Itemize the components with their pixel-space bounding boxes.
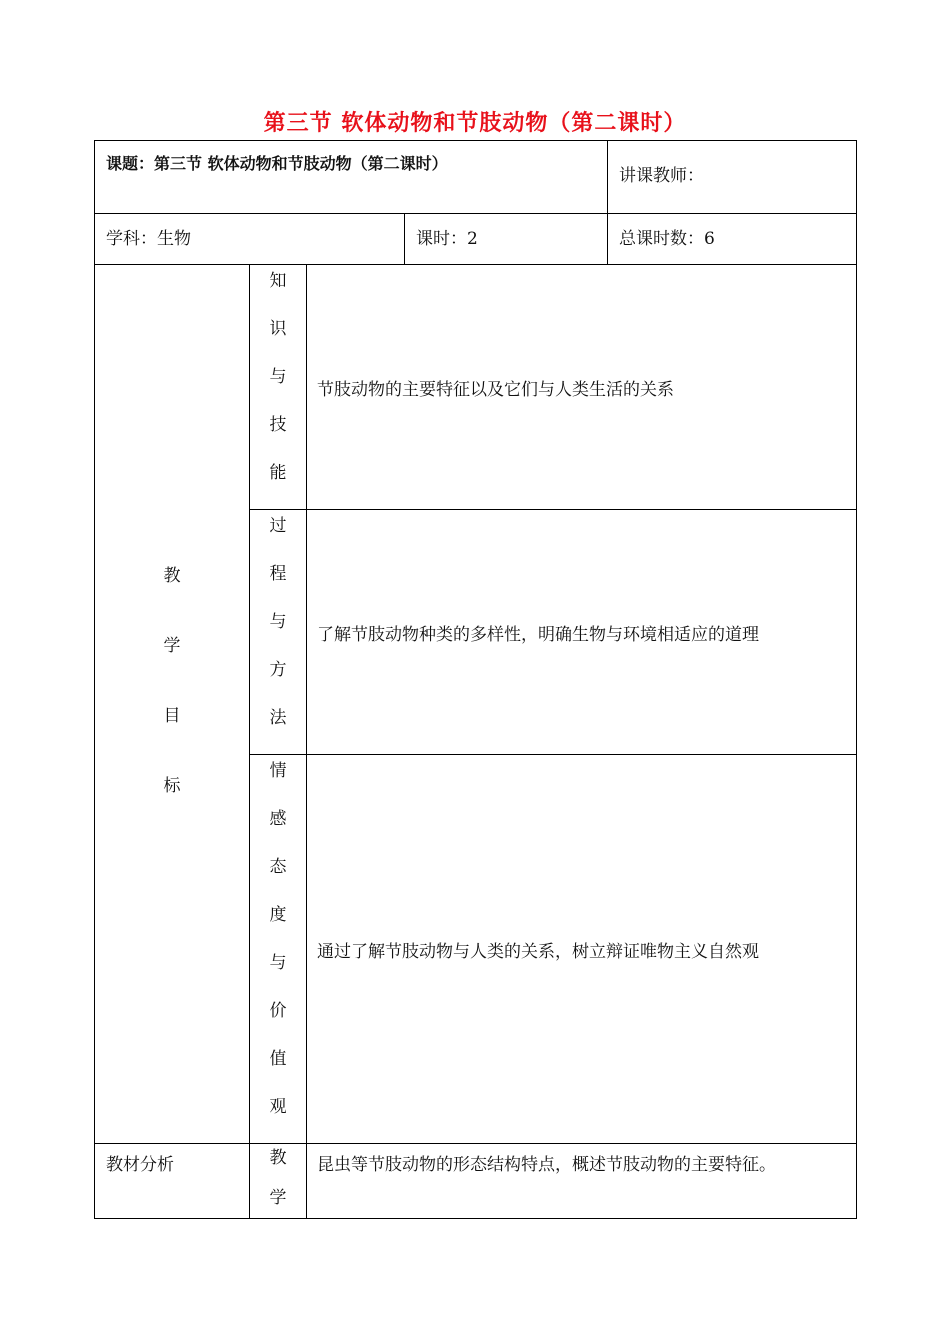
material-sub-label-cell [250, 1144, 307, 1219]
page-title: 第三节 软体动物和节肢动物（第二课时） [263, 111, 687, 136]
knowledge-goal-row [95, 265, 857, 510]
subject-label: 学科：生物 [106, 229, 191, 249]
vertical-char: 教 [163, 566, 181, 586]
teacher-cell [608, 141, 857, 214]
vertical-char: 感 [269, 809, 287, 829]
material-analysis-text: 昆虫等节肢动物的形态结构特点，概述节肢动物的主要特征。 [317, 1155, 776, 1175]
teaching-goals-heading [95, 265, 250, 1144]
knowledge-goal-cell [307, 265, 857, 510]
vertical-char: 法 [269, 708, 287, 728]
vertical-char: 学 [269, 1188, 287, 1208]
process-goal-text: 了解节肢动物种类的多样性，明确生物与环境相适应的道理 [317, 624, 759, 645]
total-periods-cell [608, 214, 857, 265]
vertical-char: 教 [269, 1148, 287, 1168]
total-periods-label: 总课时数：6 [619, 229, 715, 249]
material-analysis-row [95, 1144, 857, 1219]
period-cell [405, 214, 608, 265]
emotion-label-cell [250, 755, 307, 1144]
emotion-goal-text: 通过了解节肢动物与人类的关系，树立辩证唯物主义自然观 [317, 941, 759, 962]
topic-cell [95, 141, 608, 214]
vertical-char: 观 [269, 1097, 287, 1117]
vertical-char: 程 [269, 564, 287, 584]
vertical-char: 目 [163, 706, 181, 726]
vertical-char: 学 [163, 636, 181, 656]
process-goal-cell [307, 510, 857, 755]
period-label: 课时：2 [416, 229, 478, 249]
vertical-char: 与 [269, 367, 287, 387]
vertical-char: 值 [269, 1049, 287, 1069]
lesson-plan-table [94, 140, 857, 1219]
topic-row [95, 141, 857, 214]
vertical-char: 态 [269, 857, 287, 877]
vertical-char: 技 [269, 415, 287, 435]
vertical-char: 度 [269, 905, 287, 925]
vertical-char: 情 [269, 761, 287, 781]
vertical-char: 过 [269, 516, 287, 536]
material-label-cell [95, 1144, 250, 1219]
material-analysis-cell [307, 1144, 857, 1219]
vertical-char: 与 [269, 612, 287, 632]
vertical-char: 知 [269, 271, 287, 291]
teacher-label: 讲课教师： [619, 166, 705, 186]
material-label: 教材分析 [106, 1155, 174, 1175]
knowledge-goal-text: 节肢动物的主要特征以及它们与人类生活的关系 [317, 379, 674, 400]
topic-label: 课题：第三节 软体动物和节肢动物（第二课时） [106, 154, 448, 173]
vertical-char: 标 [163, 776, 181, 796]
process-label-cell [250, 510, 307, 755]
vertical-char: 识 [269, 319, 287, 339]
vertical-char: 方 [269, 660, 287, 680]
emotion-goal-cell [307, 755, 857, 1144]
knowledge-label-cell [250, 265, 307, 510]
vertical-char: 价 [269, 1001, 287, 1021]
vertical-char: 能 [269, 463, 287, 483]
subject-row [95, 214, 857, 265]
vertical-char: 与 [269, 953, 287, 973]
subject-cell [95, 214, 405, 265]
